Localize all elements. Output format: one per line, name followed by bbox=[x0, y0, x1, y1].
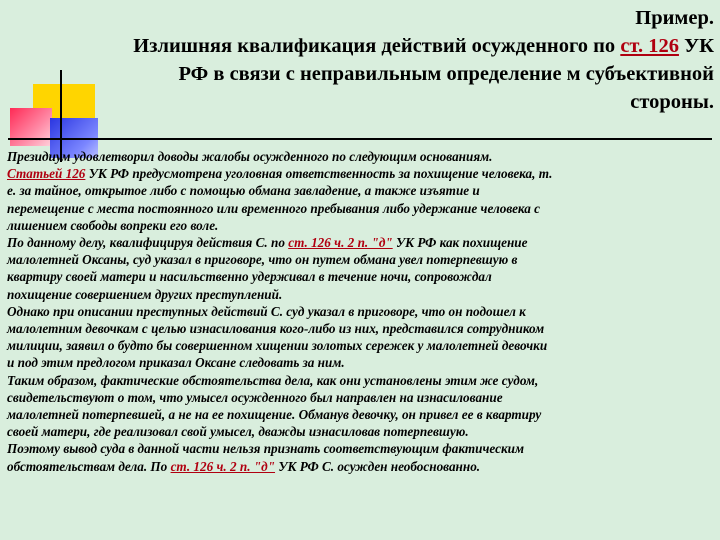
body-text: обстоятельствам дела. По bbox=[7, 458, 171, 474]
body-line bbox=[7, 234, 713, 251]
body-line: квартиру своей матери и насильственно удерживал в течение ночи, сопровождал bbox=[7, 269, 492, 285]
body-line: е. за тайное, открытое либо с помощью обмана завладение, а также изъятие и bbox=[7, 183, 480, 199]
article-126-link[interactable]: Статьей 126 bbox=[7, 166, 86, 182]
slide-title bbox=[24, 4, 714, 116]
title-text: Излишняя квалификация действий осужденного по bbox=[133, 35, 621, 57]
body-text: УК РФ предусмотрена уголовная ответственность за похищение человека, т. bbox=[85, 166, 553, 182]
title-line-3: РФ в связи с неправильным определение м субъективной bbox=[178, 63, 714, 85]
article-126-part2-link[interactable]: ст. 126 ч. 2 п. "д" bbox=[170, 458, 276, 474]
body-text: УК РФ С. осужден необоснованно. bbox=[275, 458, 481, 474]
body-line: и под этим предлогом приказал Оксане следовать за ним. bbox=[7, 355, 345, 371]
body-line: Однако при описании преступных действий С. суд указал в приговоре, что он подошел к bbox=[7, 303, 526, 319]
slide-body bbox=[7, 148, 713, 475]
body-line: свидетельствуют о том, что умысел осужденного был направлен на изнасилование bbox=[7, 389, 503, 405]
body-line: милиции, заявил о будто бы совершенном хищении золотых сережек у малолетней девочки bbox=[7, 338, 548, 354]
body-line: малолетней Оксаны, суд указал в приговоре, что он путем обмана увел потерпевшую в bbox=[7, 252, 518, 268]
body-line bbox=[7, 165, 713, 182]
body-line bbox=[7, 458, 713, 475]
body-text: УК РФ как похищение bbox=[392, 235, 528, 251]
body-text: По данному делу, квалифицируя действия С. по bbox=[7, 235, 289, 251]
decor-horizontal-line bbox=[8, 138, 712, 140]
body-line: лишением свободы вопреки его воле. bbox=[7, 217, 219, 233]
body-line: перемещение с места постоянного или временного пребывания либо удержание человека с bbox=[7, 200, 541, 216]
body-line: малолетним девочкам с целью изнасилования кого-либо из них, представился сотрудником bbox=[7, 321, 545, 337]
title-line-2 bbox=[24, 32, 714, 60]
title-text: УК bbox=[678, 35, 714, 57]
body-line: малолетней потерпевшей, а не на ее похищение. Обманув девочку, он привел ее в квартиру bbox=[7, 407, 542, 423]
body-line: Президиум удовлетворил доводы жалобы осужденного по следующим основаниям. bbox=[7, 149, 493, 164]
body-line: своей матери, где реализовал свой умысел, дважды изнасиловав потерпевшую. bbox=[7, 424, 469, 440]
body-line: Поэтому вывод суда в данной части нельзя признать соответствующим фактическим bbox=[7, 441, 525, 457]
article-126-link[interactable]: ст. 126 bbox=[620, 35, 679, 57]
body-line: похищение совершением других преступлений. bbox=[7, 286, 283, 302]
body-line: Таким образом, фактические обстоятельства дела, как они установлены этим же судом, bbox=[7, 372, 539, 388]
title-line-1: Пример. bbox=[635, 7, 714, 29]
title-line-4: стороны. bbox=[630, 91, 714, 113]
article-126-part2-link[interactable]: ст. 126 ч. 2 п. "д" bbox=[288, 235, 393, 251]
